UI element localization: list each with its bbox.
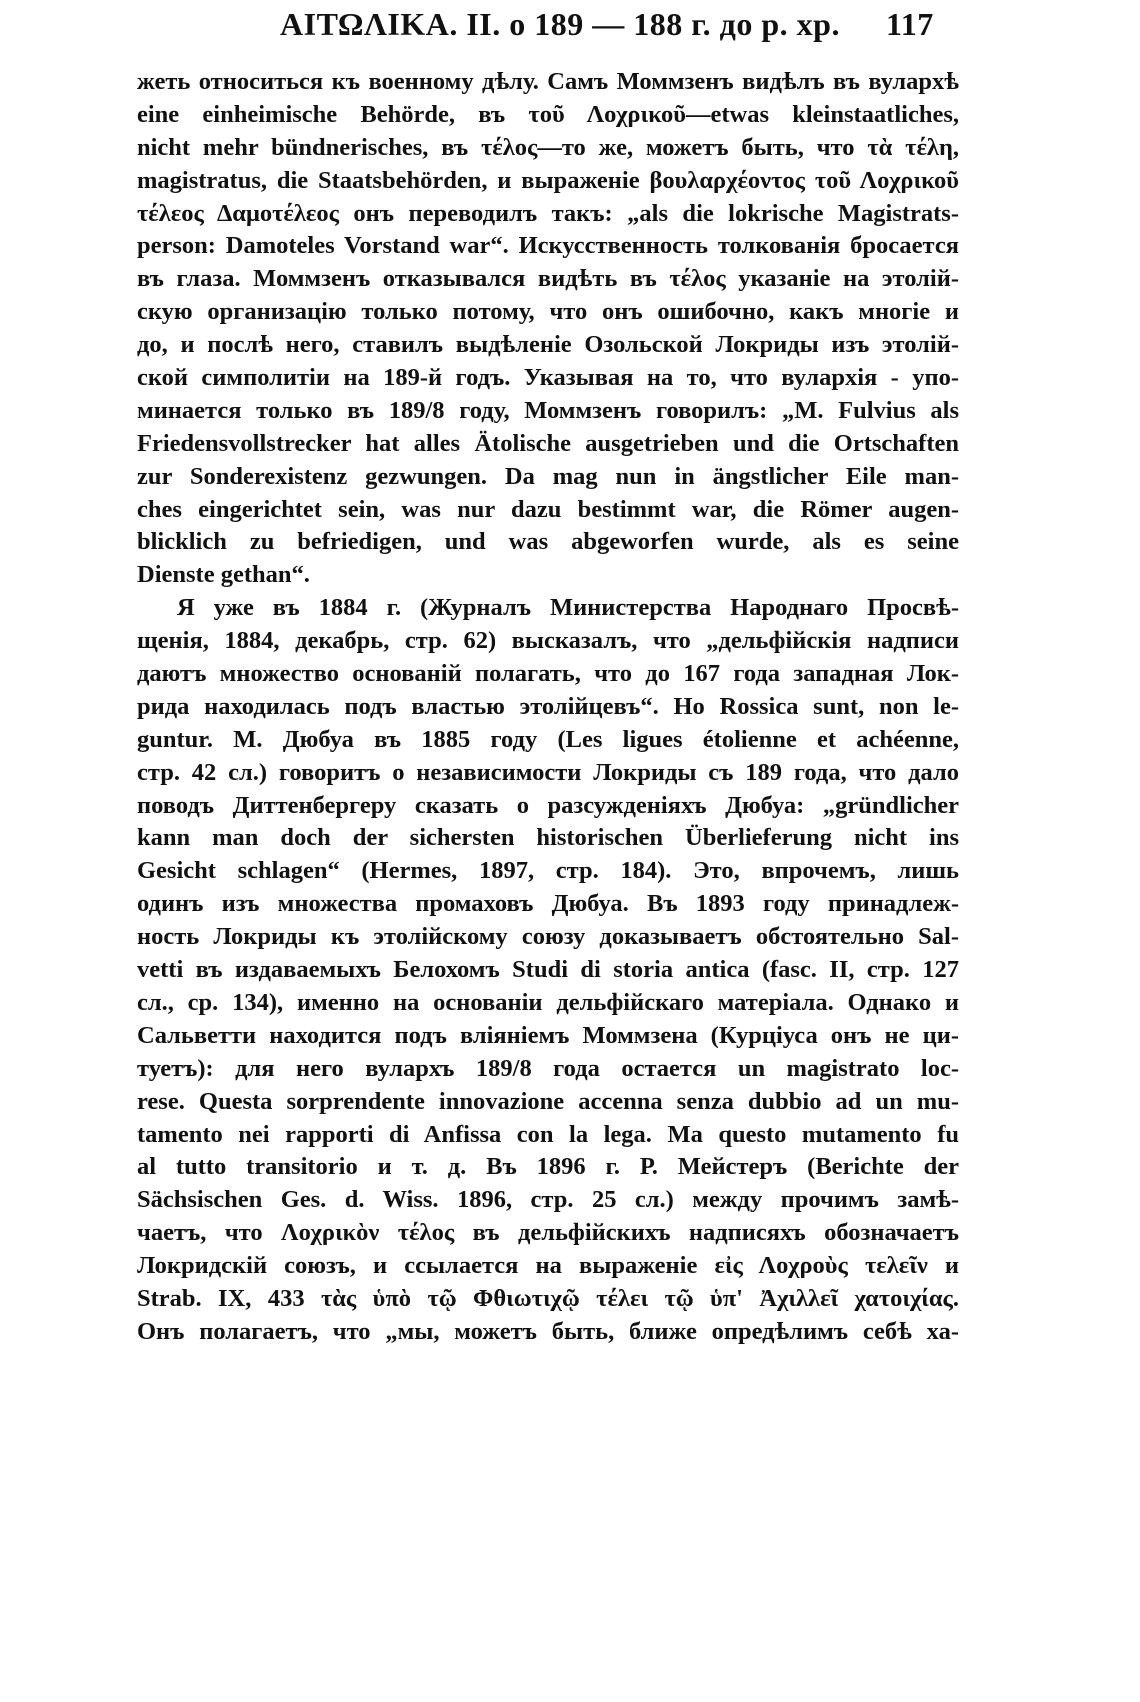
text-line: Онъ полагаетъ, что „мы, можетъ быть, ближе опредѣлимъ себѣ ха- (137, 1317, 959, 1345)
text-line: magistratus, die Staatsbehörden, и выраженіе βουλαρχέοντος τοῦ Λοχρικοῦ (137, 166, 959, 194)
text-line: guntur. М. Дюбуа въ 1885 году (Les ligues étolienne et achéenne, (137, 725, 959, 753)
text-line: al tutto transitorio и т. д. Въ 1896 г. Р. Мейстеръ (Berichte der (137, 1153, 959, 1181)
text-line: ность Локриды къ этолійскому союзу доказываетъ обстоятельно Sal- (137, 923, 959, 951)
text-line: скую организацію только потому, что онъ ошибочно, какъ многіе и (137, 298, 959, 326)
text-line: τέλεος Δαμοτέλεος онъ переводилъ такъ: „als die lokrische Magistrats- (137, 199, 959, 227)
text-line: поводъ Диттенбергеру сказать о разсужденіяхъ Дюбуа: „gründlicher (137, 791, 959, 819)
text-line: blicklich zu befriedigen, und was abgeworfen wurde, als es seine (137, 528, 959, 556)
text-line: vetti въ издаваемыхъ Белохомъ Studi di storia antica (fasc. II, стр. 127 (137, 956, 959, 984)
text-line: щенія, 1884, декабрь, стр. 62) высказалъ, что „дельфійскія надписи (137, 627, 959, 655)
text-line: туетъ): для него вулархъ 189/8 года остается un magistrato loc- (137, 1054, 959, 1082)
text-line: eine einheimische Behörde, въ τοῦ Λοχρικοῦ—etwas kleinstaatliches, (137, 100, 959, 128)
text-line: nicht mehr bündnerisches, въ τέλος—то же, можетъ быть, что τὰ τέλη, (137, 133, 959, 161)
running-head (250, 6, 950, 50)
text-line: Gesicht schlagen“ (Hermes, 1897, стр. 184). Это, впрочемъ, лишь (137, 857, 959, 885)
text-line: Strab. IX, 433 τὰς ὑπὸ τῷ Φθιωτιχῷ τέλει τῷ ὑπ' Ἀχιλλεῖ χατοιχίας. (137, 1284, 959, 1312)
body-text (137, 66, 959, 1349)
text-line: kann man doch der sichersten historischen Überlieferung nicht ins (137, 824, 959, 852)
paragraph-start-line: Я уже въ 1884 г. (Журналъ Министерства Народнаго Просвѣ- (177, 594, 959, 622)
paragraph-end-line: Dienste gethan“. (137, 561, 310, 589)
text-line: стр. 42 сл.) говоритъ о независимости Локриды съ 189 года, что дало (137, 758, 959, 786)
text-line: рида находилась подъ властью этолійцевъ“. Но Rossica sunt, non le- (137, 692, 959, 720)
text-line: Friedensvollstrecker hat alles Ätolische ausgetrieben und die Ortschaften (137, 429, 959, 457)
text-line: одинъ изъ множества промаховъ Дюбуа. Въ 1893 году принадлеж- (137, 890, 959, 918)
text-line: ской симполитіи на 189-й годъ. Указывая на то, что вулархія - упо- (137, 364, 959, 392)
running-head-title: ΑΙΤΩΛΙΚΑ. II. о 189 — 188 г. до р. хр. (280, 6, 840, 42)
text-line: rese. Questa sorprendente innovazione accenna senza dubbio ad un mu- (137, 1087, 959, 1115)
text-line: ches eingerichtet sein, was nur dazu bestimmt war, die Römer augen- (137, 495, 959, 523)
page-number: 117 (886, 6, 934, 42)
text-line: жеть относиться къ военному дѣлу. Самъ Моммзенъ видѣлъ въ вулархѣ (137, 68, 959, 95)
text-line: tamento nei rapporti di Anfissa con la lega. Ma questo mutamento fu (137, 1120, 959, 1148)
text-line: минается только въ 189/8 году, Моммзенъ говорилъ: „M. Fulvius als (137, 396, 959, 424)
text-line: въ глаза. Моммзенъ отказывался видѣть въ τέλος указаніе на этолій- (137, 265, 959, 293)
text-line: чаетъ, что Λοχρικὸν τέλος въ дельфійскихъ надписяхъ обозначаетъ (137, 1219, 959, 1247)
text-line: Локридскій союзъ, и ссылается на выраженіе εἰς Λοχροὺς τελεῖν и (137, 1252, 959, 1280)
text-line: до, и послѣ него, ставилъ выдѣленіе Озольской Локриды изъ этолій- (137, 331, 959, 359)
text-line: zur Sonderexistenz gezwungen. Da mag nun in ängstlicher Eile man- (137, 462, 959, 490)
text-line: даютъ множество основаній полагать, что до 167 года западная Лок- (137, 660, 959, 688)
text-line: сл., ср. 134), именно на основаніи дельфійскаго матеріала. Однако и (137, 988, 959, 1016)
text-line: Sächsischen Ges. d. Wiss. 1896, стр. 25 сл.) между прочимъ замѣ- (137, 1186, 959, 1214)
text-line: person: Damoteles Vorstand war“. Искусственность толкованія бросается (137, 232, 959, 260)
text-line: Сальветти находится подъ вліяніемъ Моммзена (Курціуса онъ не ци- (137, 1021, 959, 1049)
